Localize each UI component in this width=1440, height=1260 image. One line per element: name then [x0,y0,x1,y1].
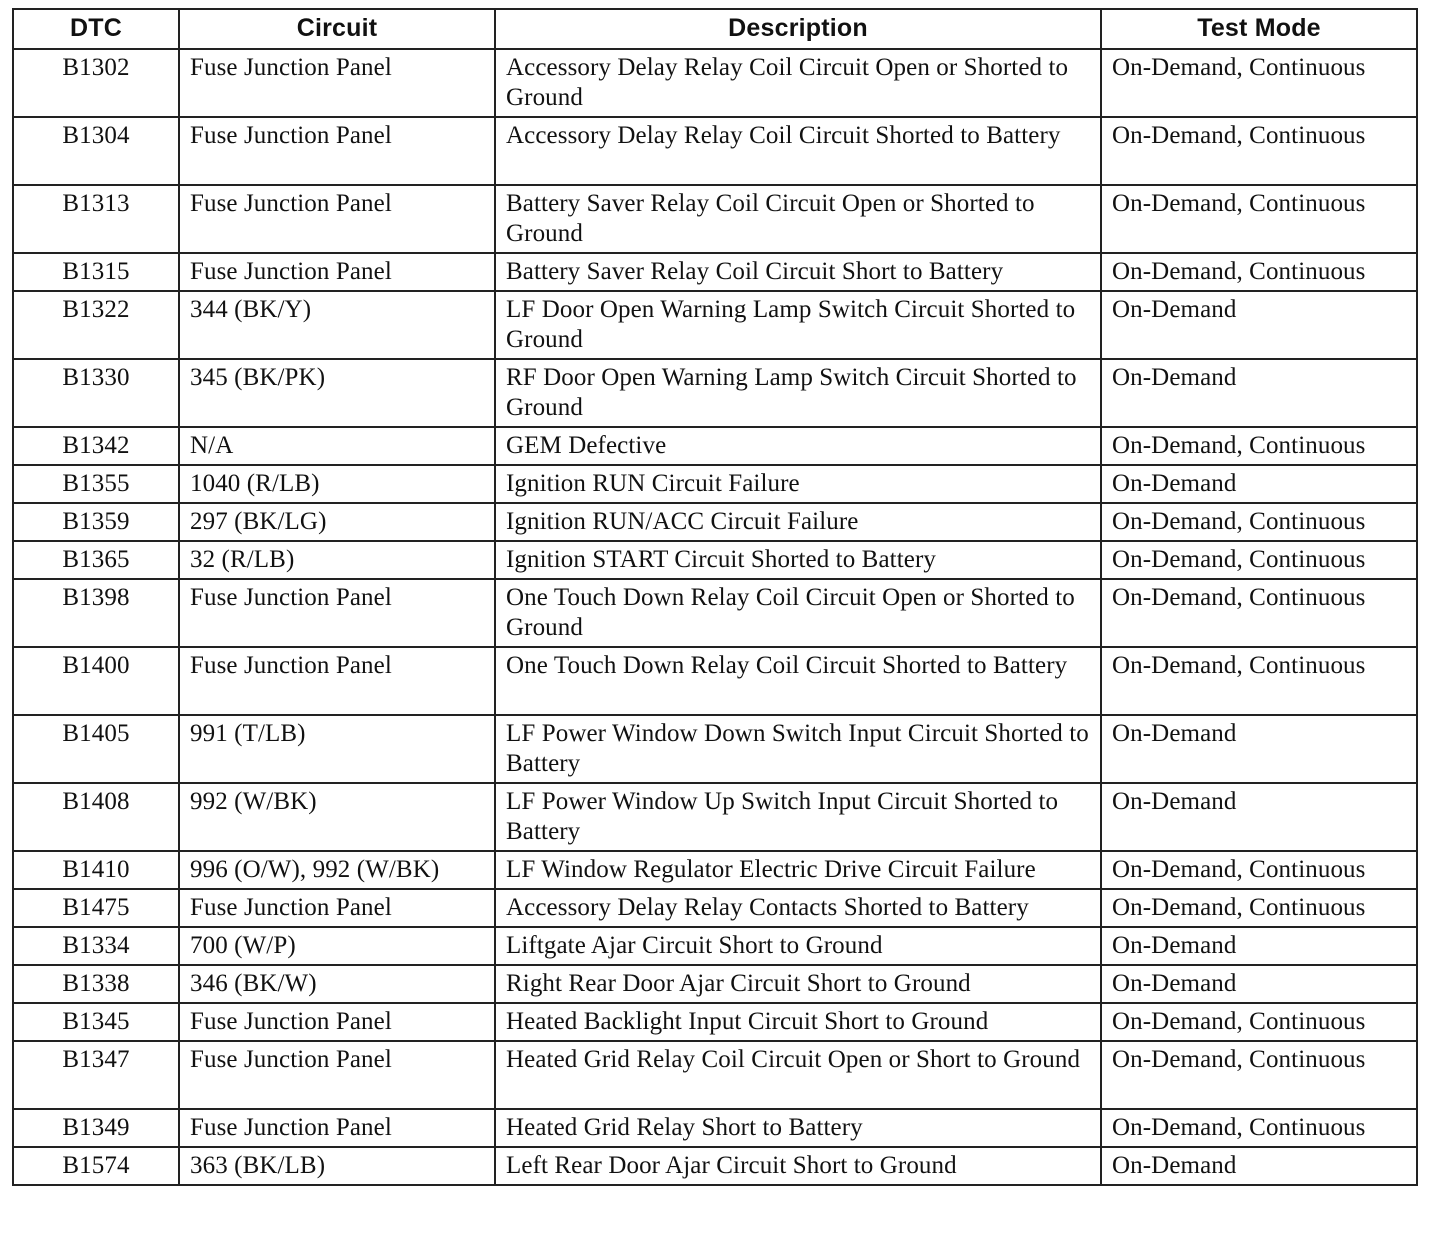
cell-circuit: 700 (W/P) [179,927,495,965]
cell-test-mode: On-Demand, Continuous [1101,579,1417,647]
cell-test-mode: On-Demand, Continuous [1101,253,1417,291]
cell-circuit: Fuse Junction Panel [179,185,495,253]
cell-circuit: 1040 (R/LB) [179,465,495,503]
table-row [13,253,1417,291]
cell-description: Accessory Delay Relay Contacts Shorted to Battery [495,889,1101,927]
cell-dtc: B1345 [13,1003,179,1041]
cell-description: Heated Backlight Input Circuit Short to Ground [495,1003,1101,1041]
cell-dtc: B1400 [13,647,179,715]
cell-description: GEM Defective [495,427,1101,465]
cell-circuit: 345 (BK/PK) [179,359,495,427]
cell-dtc: B1405 [13,715,179,783]
cell-test-mode: On-Demand, Continuous [1101,185,1417,253]
cell-description: Battery Saver Relay Coil Circuit Open or Shorted to Ground [495,185,1101,253]
cell-description: Accessory Delay Relay Coil Circuit Shorted to Battery [495,117,1101,185]
cell-test-mode: On-Demand [1101,715,1417,783]
cell-dtc: B1334 [13,927,179,965]
cell-circuit: Fuse Junction Panel [179,1041,495,1109]
cell-dtc: B1304 [13,117,179,185]
table-row [13,783,1417,851]
cell-circuit: Fuse Junction Panel [179,579,495,647]
table-row [13,927,1417,965]
cell-description: Ignition START Circuit Shorted to Battery [495,541,1101,579]
table-row [13,1147,1417,1185]
table-row [13,647,1417,715]
cell-circuit: Fuse Junction Panel [179,253,495,291]
header-circuit: Circuit [179,9,495,49]
cell-dtc: B1322 [13,291,179,359]
cell-description: RF Door Open Warning Lamp Switch Circuit Shorted to Ground [495,359,1101,427]
cell-circuit: 32 (R/LB) [179,541,495,579]
table-row [13,1003,1417,1041]
cell-test-mode: On-Demand, Continuous [1101,117,1417,185]
cell-circuit: 991 (T/LB) [179,715,495,783]
cell-description: Battery Saver Relay Coil Circuit Short to Battery [495,253,1101,291]
header-dtc: DTC [13,9,179,49]
cell-circuit: 992 (W/BK) [179,783,495,851]
cell-description: LF Window Regulator Electric Drive Circuit Failure [495,851,1101,889]
cell-test-mode: On-Demand, Continuous [1101,647,1417,715]
cell-test-mode: On-Demand [1101,783,1417,851]
cell-test-mode: On-Demand, Continuous [1101,49,1417,117]
cell-dtc: B1410 [13,851,179,889]
header-test-mode: Test Mode [1101,9,1417,49]
cell-description: Heated Grid Relay Short to Battery [495,1109,1101,1147]
cell-circuit: Fuse Junction Panel [179,1109,495,1147]
cell-test-mode: On-Demand [1101,291,1417,359]
table-row [13,291,1417,359]
cell-test-mode: On-Demand, Continuous [1101,889,1417,927]
cell-description: Accessory Delay Relay Coil Circuit Open or Shorted to Ground [495,49,1101,117]
header-description: Description [495,9,1101,49]
cell-circuit: N/A [179,427,495,465]
cell-dtc: B1315 [13,253,179,291]
cell-description: One Touch Down Relay Coil Circuit Open or Shorted to Ground [495,579,1101,647]
cell-circuit: Fuse Junction Panel [179,49,495,117]
table-row [13,503,1417,541]
cell-dtc: B1342 [13,427,179,465]
cell-test-mode: On-Demand, Continuous [1101,1041,1417,1109]
cell-circuit: Fuse Junction Panel [179,117,495,185]
table-row [13,185,1417,253]
cell-test-mode: On-Demand [1101,965,1417,1003]
table-row [13,541,1417,579]
cell-description: One Touch Down Relay Coil Circuit Shorted to Battery [495,647,1101,715]
table-row [13,1109,1417,1147]
header-row [13,9,1417,49]
cell-test-mode: On-Demand, Continuous [1101,427,1417,465]
cell-dtc: B1313 [13,185,179,253]
cell-test-mode: On-Demand [1101,1147,1417,1185]
cell-test-mode: On-Demand, Continuous [1101,1003,1417,1041]
cell-description: Ignition RUN Circuit Failure [495,465,1101,503]
cell-test-mode: On-Demand [1101,465,1417,503]
cell-dtc: B1398 [13,579,179,647]
table-row [13,851,1417,889]
cell-dtc: B1347 [13,1041,179,1109]
cell-test-mode: On-Demand [1101,359,1417,427]
cell-dtc: B1408 [13,783,179,851]
cell-circuit: 297 (BK/LG) [179,503,495,541]
cell-description: Liftgate Ajar Circuit Short to Ground [495,927,1101,965]
table-row [13,965,1417,1003]
cell-dtc: B1349 [13,1109,179,1147]
cell-dtc: B1475 [13,889,179,927]
table-row [13,117,1417,185]
cell-circuit: Fuse Junction Panel [179,889,495,927]
cell-description: LF Power Window Up Switch Input Circuit Shorted to Battery [495,783,1101,851]
table-row [13,359,1417,427]
cell-dtc: B1574 [13,1147,179,1185]
cell-test-mode: On-Demand, Continuous [1101,503,1417,541]
cell-description: Right Rear Door Ajar Circuit Short to Ground [495,965,1101,1003]
cell-description: Left Rear Door Ajar Circuit Short to Ground [495,1147,1101,1185]
table-row [13,715,1417,783]
table-row [13,49,1417,117]
table-row [13,889,1417,927]
cell-circuit: 344 (BK/Y) [179,291,495,359]
table-row [13,1041,1417,1109]
cell-dtc: B1330 [13,359,179,427]
table-row [13,427,1417,465]
cell-description: LF Door Open Warning Lamp Switch Circuit Shorted to Ground [495,291,1101,359]
table-header [13,9,1417,49]
cell-description: Ignition RUN/ACC Circuit Failure [495,503,1101,541]
cell-circuit: Fuse Junction Panel [179,1003,495,1041]
table-body [13,49,1417,1185]
cell-dtc: B1359 [13,503,179,541]
cell-description: LF Power Window Down Switch Input Circuit Shorted to Battery [495,715,1101,783]
table-row [13,465,1417,503]
cell-circuit: 346 (BK/W) [179,965,495,1003]
cell-circuit: 363 (BK/LB) [179,1147,495,1185]
cell-dtc: B1355 [13,465,179,503]
cell-circuit: Fuse Junction Panel [179,647,495,715]
table-row [13,579,1417,647]
dtc-table [12,8,1418,1186]
cell-description: Heated Grid Relay Coil Circuit Open or Short to Ground [495,1041,1101,1109]
cell-test-mode: On-Demand, Continuous [1101,541,1417,579]
cell-test-mode: On-Demand, Continuous [1101,851,1417,889]
cell-dtc: B1338 [13,965,179,1003]
cell-dtc: B1302 [13,49,179,117]
cell-dtc: B1365 [13,541,179,579]
cell-test-mode: On-Demand, Continuous [1101,1109,1417,1147]
cell-circuit: 996 (O/W), 992 (W/BK) [179,851,495,889]
cell-test-mode: On-Demand [1101,927,1417,965]
